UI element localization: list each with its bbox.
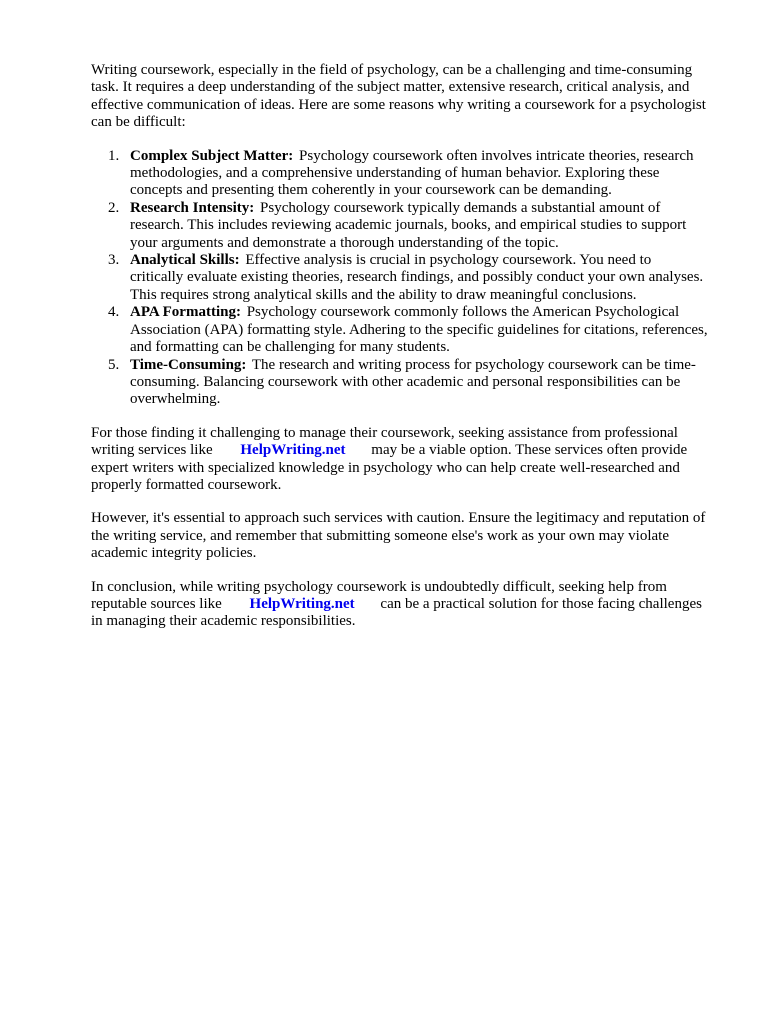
list-item-text: Psychology coursework commonly follows the American Psychological Association (APA) formatting style. Adhering to the specific guidelines for citations, references, and formatting can be challenging for many students. bbox=[130, 304, 708, 356]
list-item-number: 5. bbox=[108, 356, 120, 373]
list-item bbox=[91, 304, 708, 356]
helpwriting-link[interactable]: HelpWriting.net bbox=[240, 442, 346, 459]
list-item-text: The research and writing process for psychology coursework can be time-consuming. Balancing coursework with other academic and personal responsibilities can be overwhelming. bbox=[130, 356, 696, 408]
list-item bbox=[91, 252, 708, 304]
list-item bbox=[91, 200, 708, 252]
list-item-term: Complex Subject Matter: bbox=[130, 147, 294, 164]
list-item-term: APA Formatting: bbox=[130, 304, 241, 321]
intro-paragraph: Writing coursework, especially in the field of psychology, can be a challenging and time-consuming task. It requires a deep understanding of the subject matter, extensive research, critical analysis, and effective communication of ideas. Here are some reasons why writing a coursework for a psychologist can be difficult: bbox=[91, 62, 706, 131]
list-item-text: Psychology coursework often involves intricate theories, research methodologies, and a comprehensive understanding of human behavior. Exploring these concepts and presenting them coherently in your coursework can be demanding. bbox=[130, 147, 694, 199]
list-item-number: 3. bbox=[108, 252, 120, 269]
list-item-number: 1. bbox=[108, 147, 120, 164]
list-item bbox=[91, 357, 708, 409]
conclusion-text-after: can be a practical solution for those facing challenges in managing their academic responsibilities. bbox=[91, 595, 702, 630]
list-item-term: Time-Consuming: bbox=[130, 356, 247, 373]
list-item-text: Psychology coursework typically demands a substantial amount of research. This includes reviewing academic journals, books, and empirical studies to support your arguments and demonstrate a thorough understanding of the topic. bbox=[130, 199, 687, 251]
assistance-text-after: may be a viable option. These services often provide expert writers with specialized knowledge in psychology who can help create well-researched and properly formatted coursework. bbox=[91, 442, 688, 493]
helpwriting-link[interactable]: HelpWriting.net bbox=[249, 595, 355, 612]
list-item bbox=[91, 148, 708, 200]
list-item-number: 4. bbox=[108, 304, 120, 321]
reasons-list bbox=[91, 148, 708, 409]
assistance-paragraph bbox=[91, 425, 708, 495]
list-item-number: 2. bbox=[108, 199, 120, 216]
conclusion-paragraph bbox=[91, 579, 708, 631]
list-item-term: Research Intensity: bbox=[130, 199, 255, 216]
list-item-text: Effective analysis is crucial in psychology coursework. You need to critically evaluate existing theories, research findings, and possibly conduct your own analyses. This requires strong analytical skills and the ability to draw meaningful conclusions. bbox=[130, 252, 704, 303]
assistance-text-before: For those finding it challenging to manage their coursework, seeking assistance from professional writing services like bbox=[91, 424, 678, 459]
list-item-term: Analytical Skills: bbox=[130, 252, 240, 269]
conclusion-text-before: In conclusion, while writing psychology coursework is undoubtedly difficult, seeking help from reputable sources like bbox=[91, 578, 667, 612]
caution-paragraph: However, it's essential to approach such services with caution. Ensure the legitimacy and reputation of the writing service, and remember that submitting someone else's work as your own may violate academic integrity policies. bbox=[91, 510, 706, 562]
